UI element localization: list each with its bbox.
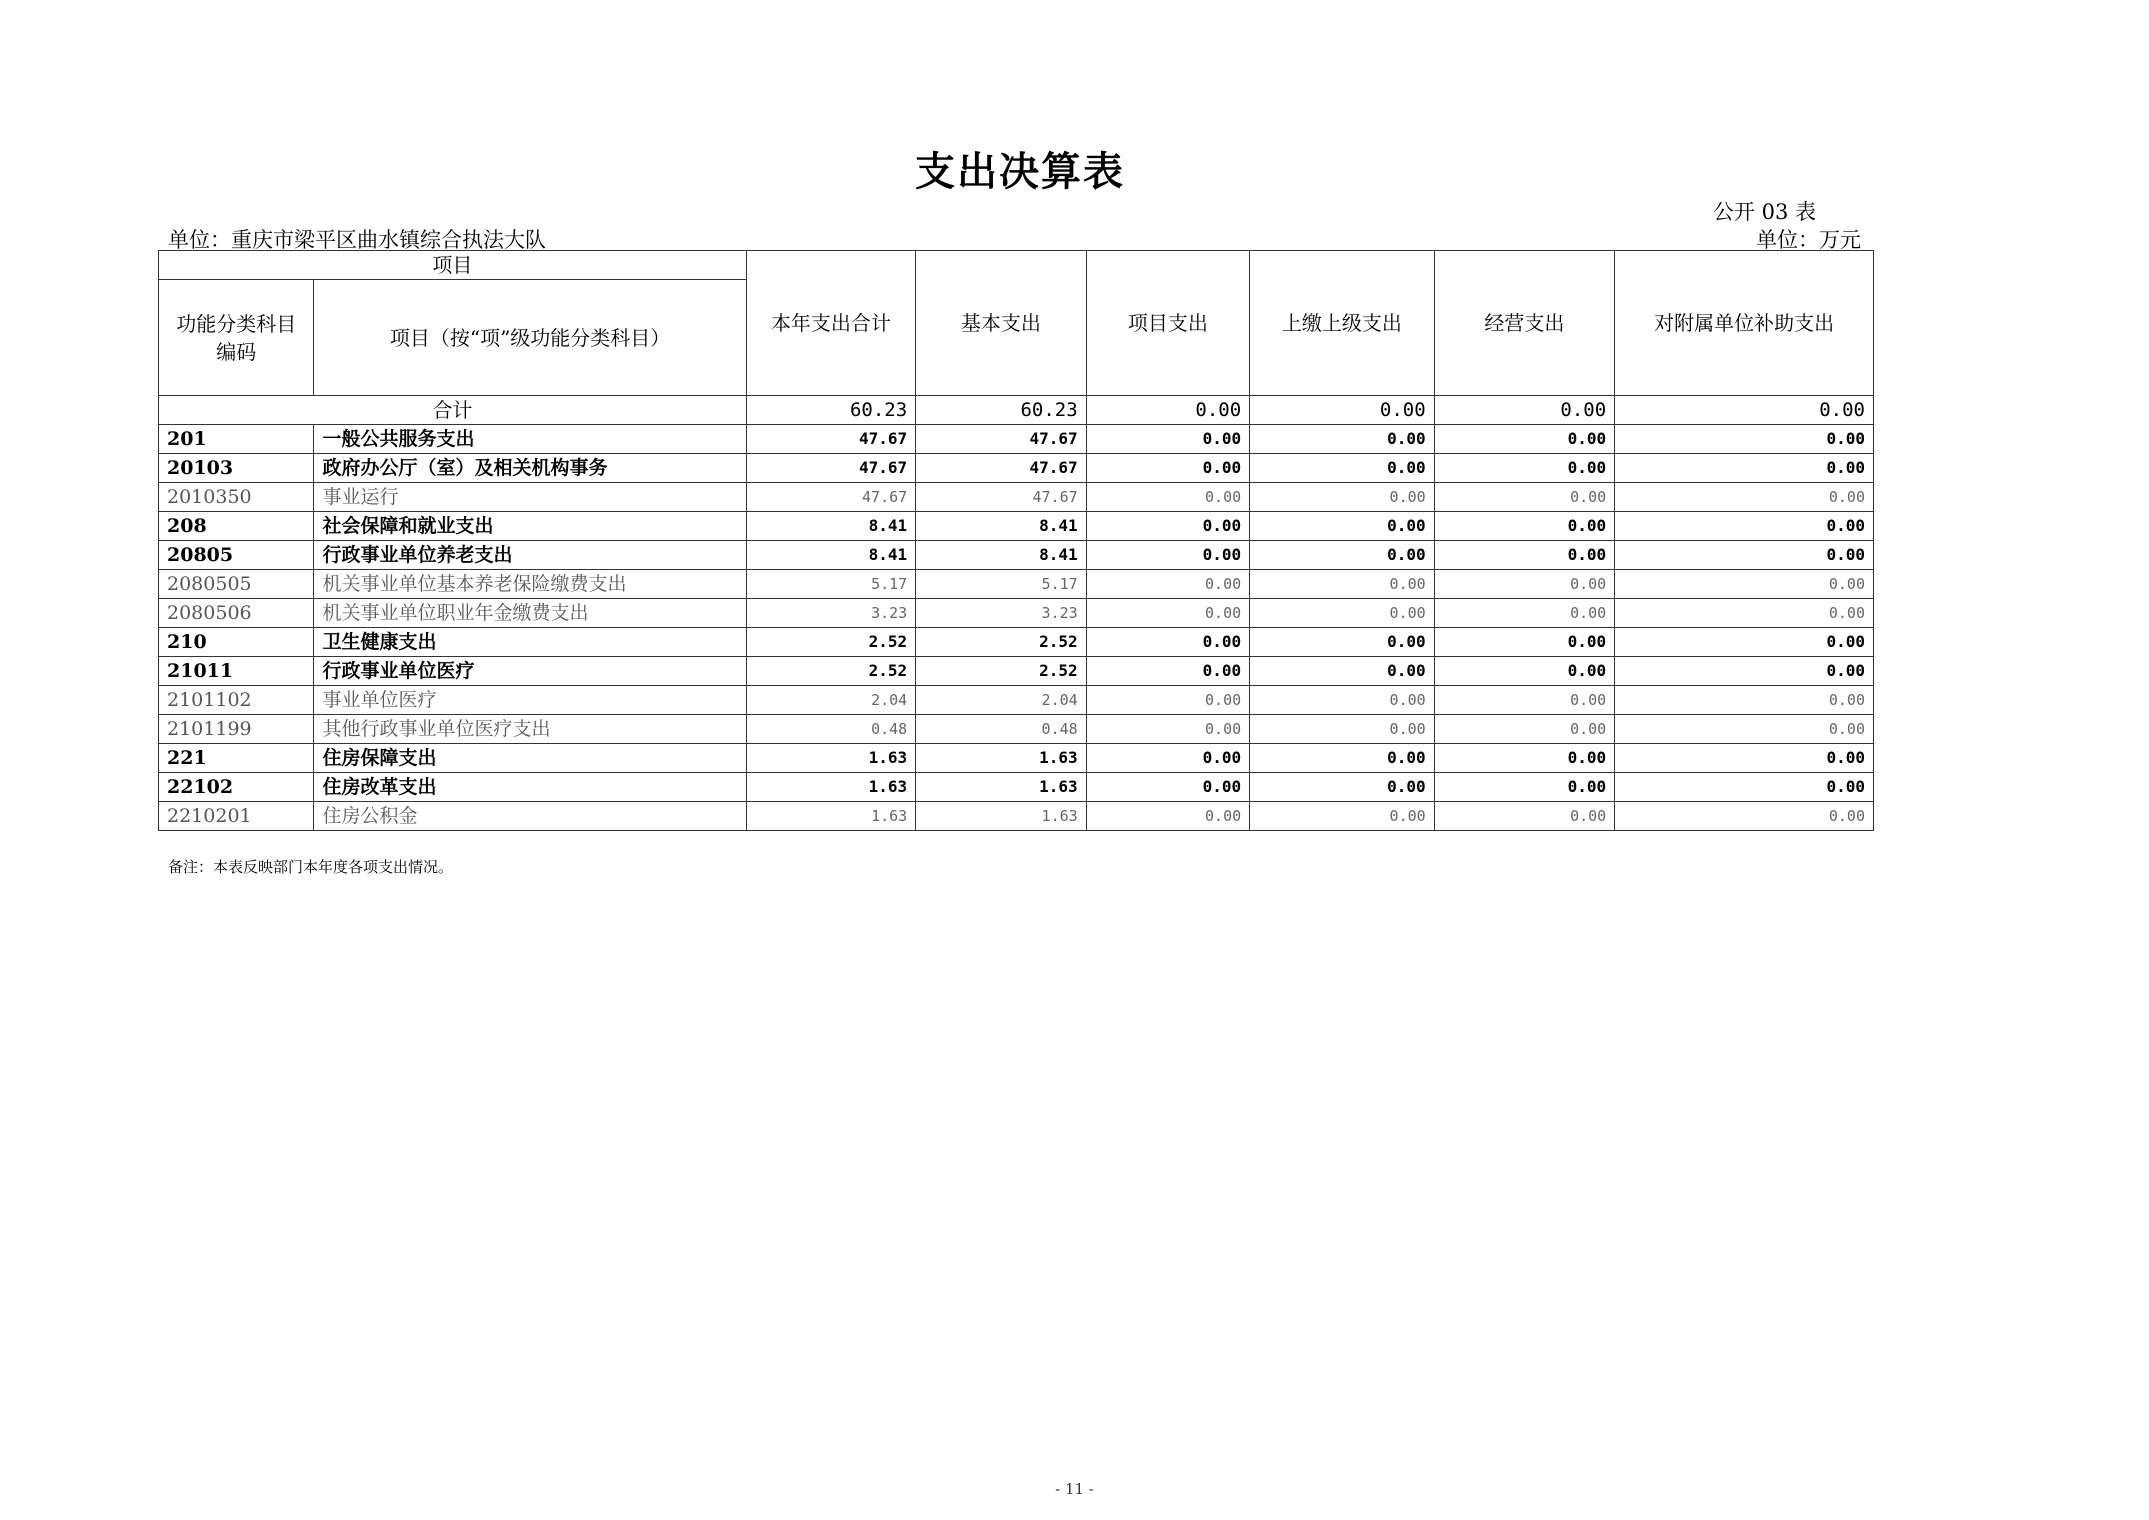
row-value: 0.00 [1615,657,1874,686]
row-name: 其他行政事业单位医疗支出 [314,715,746,744]
row-code: 2080506 [159,599,314,628]
table-row [159,715,1874,744]
row-value: 0.00 [1615,541,1874,570]
row-value: 0.00 [1250,773,1435,802]
row-code: 2101102 [159,686,314,715]
row-value: 0.00 [1250,686,1435,715]
table-row [159,657,1874,686]
header-business: 经营支出 [1434,251,1615,396]
row-value: 0.00 [1615,686,1874,715]
total-label: 合计 [159,396,747,425]
table-body [159,396,1874,831]
row-value: 0.00 [1434,715,1615,744]
row-value: 0.00 [1086,715,1249,744]
total-value: 0.00 [1615,396,1874,425]
row-value: 1.63 [746,744,915,773]
row-value: 0.00 [1434,773,1615,802]
total-value: 0.00 [1086,396,1249,425]
header-item-group: 项目 [159,251,747,280]
row-code: 221 [159,744,314,773]
row-value: 0.00 [1434,570,1615,599]
row-value: 2.52 [916,657,1086,686]
table-row [159,570,1874,599]
row-name: 住房改革支出 [314,773,746,802]
table-row [159,541,1874,570]
row-value: 47.67 [916,454,1086,483]
row-value: 0.00 [1615,483,1874,512]
row-name: 行政事业单位医疗 [314,657,746,686]
table-row [159,599,1874,628]
row-value: 8.41 [916,512,1086,541]
row-value: 0.00 [1434,454,1615,483]
total-value: 0.00 [1250,396,1435,425]
row-code: 22102 [159,773,314,802]
row-value: 1.63 [746,802,915,831]
row-value: 8.41 [746,512,915,541]
row-code: 21011 [159,657,314,686]
row-value: 0.00 [1434,541,1615,570]
row-value: 2.52 [916,628,1086,657]
row-name: 行政事业单位养老支出 [314,541,746,570]
row-value: 47.67 [916,425,1086,454]
row-value: 0.00 [1615,802,1874,831]
row-value: 0.00 [1615,773,1874,802]
header-total: 本年支出合计 [746,251,915,396]
row-value: 0.00 [1086,454,1249,483]
row-code: 2010350 [159,483,314,512]
row-value: 8.41 [916,541,1086,570]
row-value: 2.52 [746,628,915,657]
row-value: 0.48 [916,715,1086,744]
row-name: 事业运行 [314,483,746,512]
table-row [159,773,1874,802]
row-value: 0.00 [1250,454,1435,483]
row-value: 5.17 [746,570,915,599]
table-row [159,628,1874,657]
row-value: 0.00 [1250,744,1435,773]
row-code: 208 [159,512,314,541]
row-value: 0.00 [1615,425,1874,454]
row-value: 0.00 [1250,628,1435,657]
row-name: 一般公共服务支出 [314,425,746,454]
table-row [159,686,1874,715]
row-value: 0.00 [1615,715,1874,744]
row-value: 47.67 [916,483,1086,512]
row-value: 0.00 [1086,773,1249,802]
row-value: 0.00 [1434,599,1615,628]
row-value: 0.00 [1250,541,1435,570]
table-row [159,802,1874,831]
row-value: 0.00 [1434,628,1615,657]
row-code: 20805 [159,541,314,570]
header-basic: 基本支出 [916,251,1086,396]
row-name: 事业单位医疗 [314,686,746,715]
row-value: 0.00 [1086,599,1249,628]
row-name: 卫生健康支出 [314,628,746,657]
expenditure-table [158,250,1874,831]
row-value: 0.00 [1086,425,1249,454]
table-row [159,512,1874,541]
row-value: 0.00 [1434,483,1615,512]
row-value: 47.67 [746,483,915,512]
row-value: 0.00 [1615,744,1874,773]
header-name: 项目（按“项”级功能分类科目） [314,280,746,396]
table-row [159,744,1874,773]
table-row [159,425,1874,454]
row-value: 0.00 [1434,657,1615,686]
row-value: 1.63 [746,773,915,802]
row-value: 0.00 [1615,512,1874,541]
total-value: 60.23 [916,396,1086,425]
row-value: 0.00 [1086,541,1249,570]
row-name: 政府办公厅（室）及相关机构事务 [314,454,746,483]
row-value: 0.00 [1086,657,1249,686]
row-value: 47.67 [746,454,915,483]
row-value: 0.00 [1434,512,1615,541]
total-value: 0.00 [1434,396,1615,425]
row-value: 8.41 [746,541,915,570]
row-value: 0.00 [1086,628,1249,657]
table-row [159,483,1874,512]
row-value: 0.00 [1250,657,1435,686]
row-value: 3.23 [746,599,915,628]
row-value: 0.00 [1250,425,1435,454]
row-value: 0.00 [1250,802,1435,831]
row-value: 0.00 [1434,802,1615,831]
row-value: 0.00 [1086,483,1249,512]
total-value: 60.23 [746,396,915,425]
row-value: 1.63 [916,744,1086,773]
row-value: 0.00 [1250,715,1435,744]
organization-unit: 单位：重庆市梁平区曲水镇综合执法大队 [168,228,546,252]
row-value: 0.00 [1615,454,1874,483]
row-code: 20103 [159,454,314,483]
total-row [159,396,1874,425]
row-value: 0.00 [1434,686,1615,715]
row-value: 0.00 [1434,744,1615,773]
row-code: 210 [159,628,314,657]
row-value: 2.04 [916,686,1086,715]
row-value: 1.63 [916,802,1086,831]
table-note: 备注：本表反映部门本年度各项支出情况。 [168,858,454,876]
form-number: 公开 03 表 [1712,200,1816,224]
row-value: 0.00 [1250,512,1435,541]
row-value: 5.17 [916,570,1086,599]
row-value: 0.00 [1086,512,1249,541]
row-value: 0.00 [1615,570,1874,599]
row-code: 2080505 [159,570,314,599]
header-subsidy: 对附属单位补助支出 [1615,251,1874,396]
row-value: 3.23 [916,599,1086,628]
row-value: 0.00 [1086,744,1249,773]
row-value: 0.00 [1086,686,1249,715]
currency-unit: 单位：万元 [1756,228,1861,252]
row-value: 0.00 [1615,599,1874,628]
row-code: 2210201 [159,802,314,831]
row-value: 2.52 [746,657,915,686]
row-value: 0.00 [1250,599,1435,628]
row-code: 201 [159,425,314,454]
row-value: 0.00 [1086,570,1249,599]
row-value: 0.00 [1615,628,1874,657]
header-project: 项目支出 [1086,251,1249,396]
row-value: 1.63 [916,773,1086,802]
row-name: 社会保障和就业支出 [314,512,746,541]
row-name: 住房公积金 [314,802,746,831]
row-name: 住房保障支出 [314,744,746,773]
row-name: 机关事业单位基本养老保险缴费支出 [314,570,746,599]
row-value: 0.48 [746,715,915,744]
row-value: 2.04 [746,686,915,715]
row-value: 47.67 [746,425,915,454]
row-value: 0.00 [1250,570,1435,599]
page-title: 支出决算表 [915,148,1125,195]
row-value: 0.00 [1434,425,1615,454]
header-upper: 上缴上级支出 [1250,251,1435,396]
page-number: - 11 - [1055,1480,1094,1498]
row-name: 机关事业单位职业年金缴费支出 [314,599,746,628]
row-value: 0.00 [1086,802,1249,831]
row-code: 2101199 [159,715,314,744]
row-value: 0.00 [1250,483,1435,512]
table-row [159,454,1874,483]
header-code: 功能分类科目编码 [159,280,314,396]
